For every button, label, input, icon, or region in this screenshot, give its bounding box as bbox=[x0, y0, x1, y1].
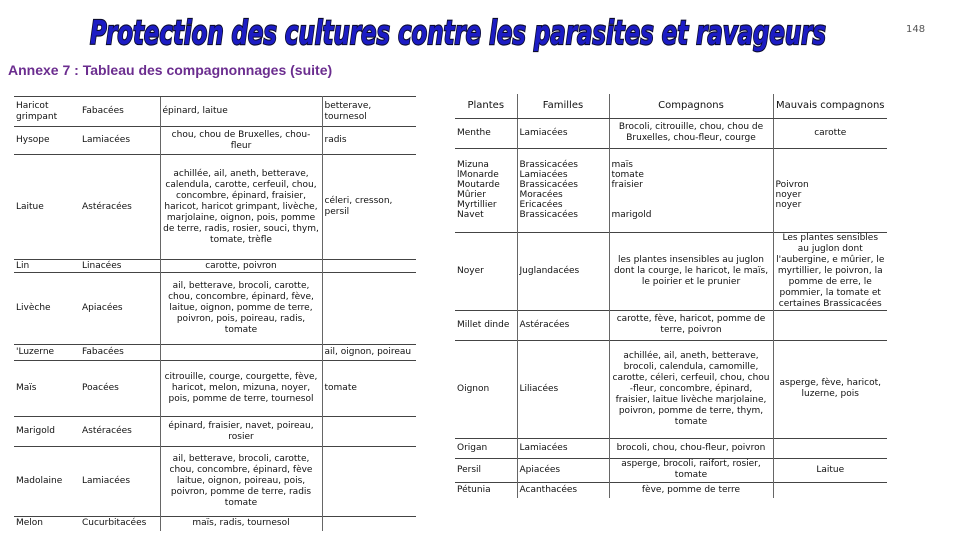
plant-family: Astéracées bbox=[80, 155, 160, 260]
companions-cell bbox=[160, 345, 322, 361]
bad-companions-cell: carotte bbox=[773, 118, 887, 148]
header-mauvais: Mauvais compagnons bbox=[773, 94, 887, 118]
plant-name-list bbox=[455, 148, 517, 232]
table-row bbox=[14, 361, 416, 417]
plant-name: Myrtillier bbox=[457, 200, 497, 210]
page-number: 148 bbox=[906, 24, 926, 35]
bad-companions-cell bbox=[776, 160, 886, 170]
table-row bbox=[14, 273, 416, 345]
plant-family: Lamiacées bbox=[517, 438, 609, 458]
bad-companions-cell bbox=[322, 260, 416, 273]
plant-family: Moracées bbox=[519, 190, 563, 200]
table-row bbox=[455, 118, 887, 148]
plant-name: Persil bbox=[455, 458, 517, 482]
companions-cell bbox=[612, 200, 771, 210]
plant-name: Origan bbox=[455, 438, 517, 458]
plant-name: Navet bbox=[457, 210, 484, 220]
companions-cell: ail, betterave, brocoli, carotte, chou, concombre, épinard, fève, laitue, oignon, pomme de terre, poivron, pois, poireau, radis, tomate bbox=[160, 273, 322, 345]
companions-cell: citrouille, courge, courgette, fève, haricot, melon, mizuna, noyer, pois, pomme de terre, tournesol bbox=[160, 361, 322, 417]
plant-name: lMonarde bbox=[457, 170, 499, 180]
plant-name: Maïs bbox=[14, 361, 80, 417]
plant-family: Apiacées bbox=[517, 458, 609, 482]
plant-name: Haricot grimpant bbox=[14, 97, 80, 127]
companions-cell: ail, betterave, brocoli, carotte, chou, concombre, épinard, fève laitue, oignon, poireau, pois, poivron, pomme de terre, radis tomate bbox=[160, 447, 322, 517]
companions-list bbox=[609, 148, 773, 232]
bad-companions-cell bbox=[322, 273, 416, 345]
bad-companions-cell: noyer bbox=[775, 190, 802, 200]
table-row bbox=[14, 260, 416, 273]
bad-companions-cell bbox=[776, 210, 886, 220]
plant-family: Cucurbitacées bbox=[80, 517, 160, 531]
plant-family: Brassicacées bbox=[519, 180, 578, 190]
bad-companions-cell bbox=[322, 517, 416, 531]
bad-companions-cell: betterave, tournesol bbox=[322, 97, 416, 127]
companions-cell: carotte, fève, haricot, pomme de terre, poivron bbox=[609, 310, 773, 340]
companions-cell: épinard, fraisier, navet, poireau, rosier bbox=[160, 417, 322, 447]
table-row bbox=[14, 97, 416, 127]
companions-cell: brocoli, chou, chou-fleur, poivron bbox=[609, 438, 773, 458]
table-row bbox=[455, 340, 887, 438]
plant-name: Marigold bbox=[14, 417, 80, 447]
plant-name: Menthe bbox=[455, 118, 517, 148]
bad-companions-cell: tomate bbox=[322, 361, 416, 417]
bad-companions-cell: céleri, cresson, persil bbox=[322, 155, 416, 260]
table-row-group bbox=[455, 148, 887, 232]
bad-companions-cell bbox=[322, 417, 416, 447]
plant-name: Hysope bbox=[14, 127, 80, 155]
companions-cell: Brocoli, citrouille, chou, chou de Bruxelles, chou-fleur, courge bbox=[609, 118, 773, 148]
companions-cell: maïs, radis, tournesol bbox=[160, 517, 322, 531]
plant-name: Millet dinde bbox=[455, 310, 517, 340]
table-row bbox=[455, 482, 887, 498]
companions-cell: épinard, laitue bbox=[160, 97, 322, 127]
plant-name: Lin bbox=[14, 260, 80, 273]
plant-family: Liliacées bbox=[517, 340, 609, 438]
companions-cell: les plantes insensibles au juglon dont la courge, le haricot, le maïs, le poirier et le prunier bbox=[609, 232, 773, 310]
page-title: Protection des cultures contre les parasites et ravageurs bbox=[90, 13, 826, 52]
header-compagnons: Compagnons bbox=[609, 94, 773, 118]
plant-name: Moutarde bbox=[457, 180, 500, 190]
plant-family: Linacées bbox=[80, 260, 160, 273]
companions-cell: asperge, brocoli, raifort, rosier, tomate bbox=[609, 458, 773, 482]
plant-family: Fabacées bbox=[80, 345, 160, 361]
plant-name: Livèche bbox=[14, 273, 80, 345]
plant-family: Brassicacées bbox=[519, 210, 578, 220]
table-row bbox=[14, 417, 416, 447]
companions-cell: fève, pomme de terre bbox=[609, 482, 773, 498]
companion-table-right bbox=[455, 94, 887, 498]
plant-name: Mûrier bbox=[457, 190, 486, 200]
plant-name: 'Luzerne bbox=[14, 345, 80, 361]
companions-cell: achillée, ail, aneth, betterave, brocoli, calendula, camomille, carotte, céleri, cerfeuil, chou, chou -fleur, concombre, épinard, fraisier, laitue livèche marjolaine, poivron, pomme de terre, thym, tomate bbox=[609, 340, 773, 438]
plant-name: Noyer bbox=[455, 232, 517, 310]
bad-companions-cell: ail, oignon, poireau bbox=[322, 345, 416, 361]
annex-subtitle: Annexe 7 : Tableau des compagnonnages (suite) bbox=[8, 62, 333, 78]
plant-family: Brassicacées bbox=[519, 160, 578, 170]
companions-cell bbox=[612, 190, 771, 200]
bad-companions-cell: radis bbox=[322, 127, 416, 155]
bad-companions-cell: Poivron bbox=[775, 180, 809, 190]
table-row bbox=[455, 438, 887, 458]
header-familles: Familles bbox=[517, 94, 609, 118]
bad-companions-list bbox=[773, 148, 887, 232]
plant-family: Acanthacées bbox=[517, 482, 609, 498]
table-row bbox=[14, 345, 416, 361]
bad-companions-cell bbox=[773, 438, 887, 458]
header-plantes: Plantes bbox=[455, 94, 517, 118]
companions-cell: maïs bbox=[611, 160, 633, 170]
plant-family-list bbox=[517, 148, 609, 232]
bad-companions-cell bbox=[776, 170, 886, 180]
plant-name: Oignon bbox=[455, 340, 517, 438]
companions-cell: fraisier bbox=[611, 180, 643, 190]
bad-companions-cell: asperge, fève, haricot, luzerne, pois bbox=[773, 340, 887, 438]
table-row bbox=[14, 155, 416, 260]
bad-companions-cell: Les plantes sensibles au juglon dont l'aubergine, e mûrier, le myrtillier, le poivron, la pomme de erre, le pommier, la tomate et certaines Brassicacées bbox=[773, 232, 887, 310]
table-header-row bbox=[455, 94, 887, 118]
companions-cell: chou, chou de Bruxelles, chou-fleur bbox=[160, 127, 322, 155]
companions-cell: marigold bbox=[611, 210, 652, 220]
plant-family: Astéracées bbox=[80, 417, 160, 447]
plant-family: Lamiacées bbox=[80, 127, 160, 155]
plant-family: Lamiacées bbox=[519, 170, 568, 180]
plant-name: Mizuna bbox=[457, 160, 489, 170]
plant-family: Poacées bbox=[80, 361, 160, 417]
table-row bbox=[455, 310, 887, 340]
plant-family: Fabacées bbox=[80, 97, 160, 127]
table-row bbox=[455, 458, 887, 482]
bad-companions-cell: noyer bbox=[775, 200, 802, 210]
plant-family: Ericacées bbox=[519, 200, 563, 210]
companions-cell: carotte, poivron bbox=[160, 260, 322, 273]
plant-name: Madolaine bbox=[14, 447, 80, 517]
plant-name: Melon bbox=[14, 517, 80, 531]
bad-companions-cell bbox=[773, 310, 887, 340]
companions-cell: tomate bbox=[611, 170, 644, 180]
bad-companions-cell bbox=[773, 482, 887, 498]
table-row bbox=[14, 517, 416, 531]
plant-family: Apiacées bbox=[80, 273, 160, 345]
plant-family: Juglandacées bbox=[517, 232, 609, 310]
plant-name: Pétunia bbox=[455, 482, 517, 498]
bad-companions-cell: Laitue bbox=[773, 458, 887, 482]
table-row bbox=[14, 127, 416, 155]
bad-companions-cell bbox=[322, 447, 416, 517]
companion-table-left bbox=[14, 96, 416, 531]
plant-family: Lamiacées bbox=[80, 447, 160, 517]
page-title-banner bbox=[86, 6, 830, 54]
table-row bbox=[455, 232, 887, 310]
plant-name: Laitue bbox=[14, 155, 80, 260]
plant-family: Lamiacées bbox=[517, 118, 609, 148]
plant-family: Astéracées bbox=[517, 310, 609, 340]
table-row bbox=[14, 447, 416, 517]
companions-cell: achillée, ail, aneth, betterave, calendula, carotte, cerfeuil, chou, concombre, épinard, fraisier, haricot, haricot grimpant, livèche, marjolaine, oignon, pois, pomme de terre, radis, rosier, souci, thym, tomate, trèfle bbox=[160, 155, 322, 260]
